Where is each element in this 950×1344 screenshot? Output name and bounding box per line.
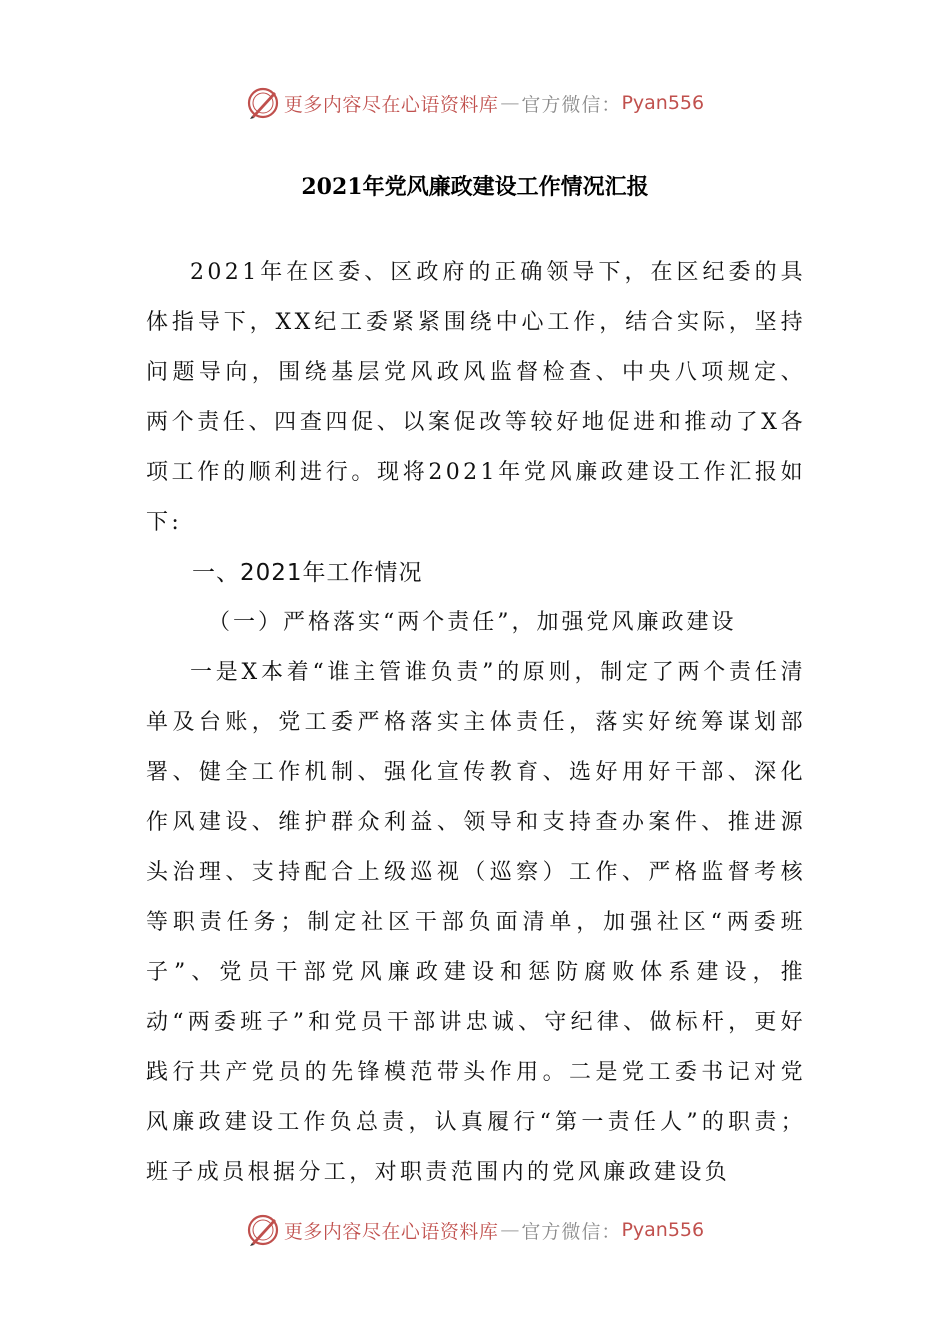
header-wechat-id: Pyan556 [621, 92, 705, 114]
header-banner [0, 81, 950, 125]
section-heading: 一、2021年工作情况 [192, 560, 423, 586]
header-official-label: 官方微信： [521, 93, 622, 116]
footer-wechat-id: Pyan556 [621, 1219, 705, 1241]
pen-logo-icon [246, 86, 280, 120]
pen-logo-icon [246, 1213, 280, 1247]
footer-separator: — [500, 1219, 520, 1241]
footer-brand-text: 更多内容尽在心语资料库 [283, 1220, 499, 1243]
footer-official-label: 官方微信： [521, 1220, 622, 1243]
document-body [146, 248, 806, 1198]
document-title: 2021年党风廉政建设工作情况汇报 [301, 174, 649, 200]
footer-banner [0, 1208, 950, 1252]
header-separator: — [500, 92, 520, 114]
body-paragraph: 一是X本着“谁主管谁负责”的原则，制定了两个责任清单及台账，党工委严格落实主体责任，落实好统筹谋划部署、健全工作机制、强化宣传教育、选好用好干部、深化作风建设、维护群众利益、领导和支持查办案件、推进源头治理、支持配合上级巡视（巡察）工作、严格监督考核等职责任务；制定社区干部负面清单，加强社区“两委班子”、党员干部党风廉政建设和惩防腐败体系建设，推动“两委班子”和党员干部讲忠诚、守纪律、做标杆，更好践行共产党员的先锋模范带头作用。二是党工委书记对党风廉政建设工作负总责，认真履行“第一责任人”的职责；班子成员根据分工，对职责范围内的党风廉政建设负 [146, 660, 806, 1185]
subsection-heading: （一）严格落实“两个责任”，加强党风廉政建设 [208, 610, 737, 635]
intro-paragraph: 2021年在区委、区政府的正确领导下，在区纪委的具体指导下，XX纪工委紧紧围绕中心工作，结合实际，坚持问题导向，围绕基层党风政风监督检查、中央八项规定、两个责任、四查四促、以案促改等较好地促进和推动了X各项工作的顺利进行。现将2021年党风廉政建设工作汇报如下: [146, 260, 806, 535]
header-brand-text: 更多内容尽在心语资料库 [283, 93, 499, 116]
